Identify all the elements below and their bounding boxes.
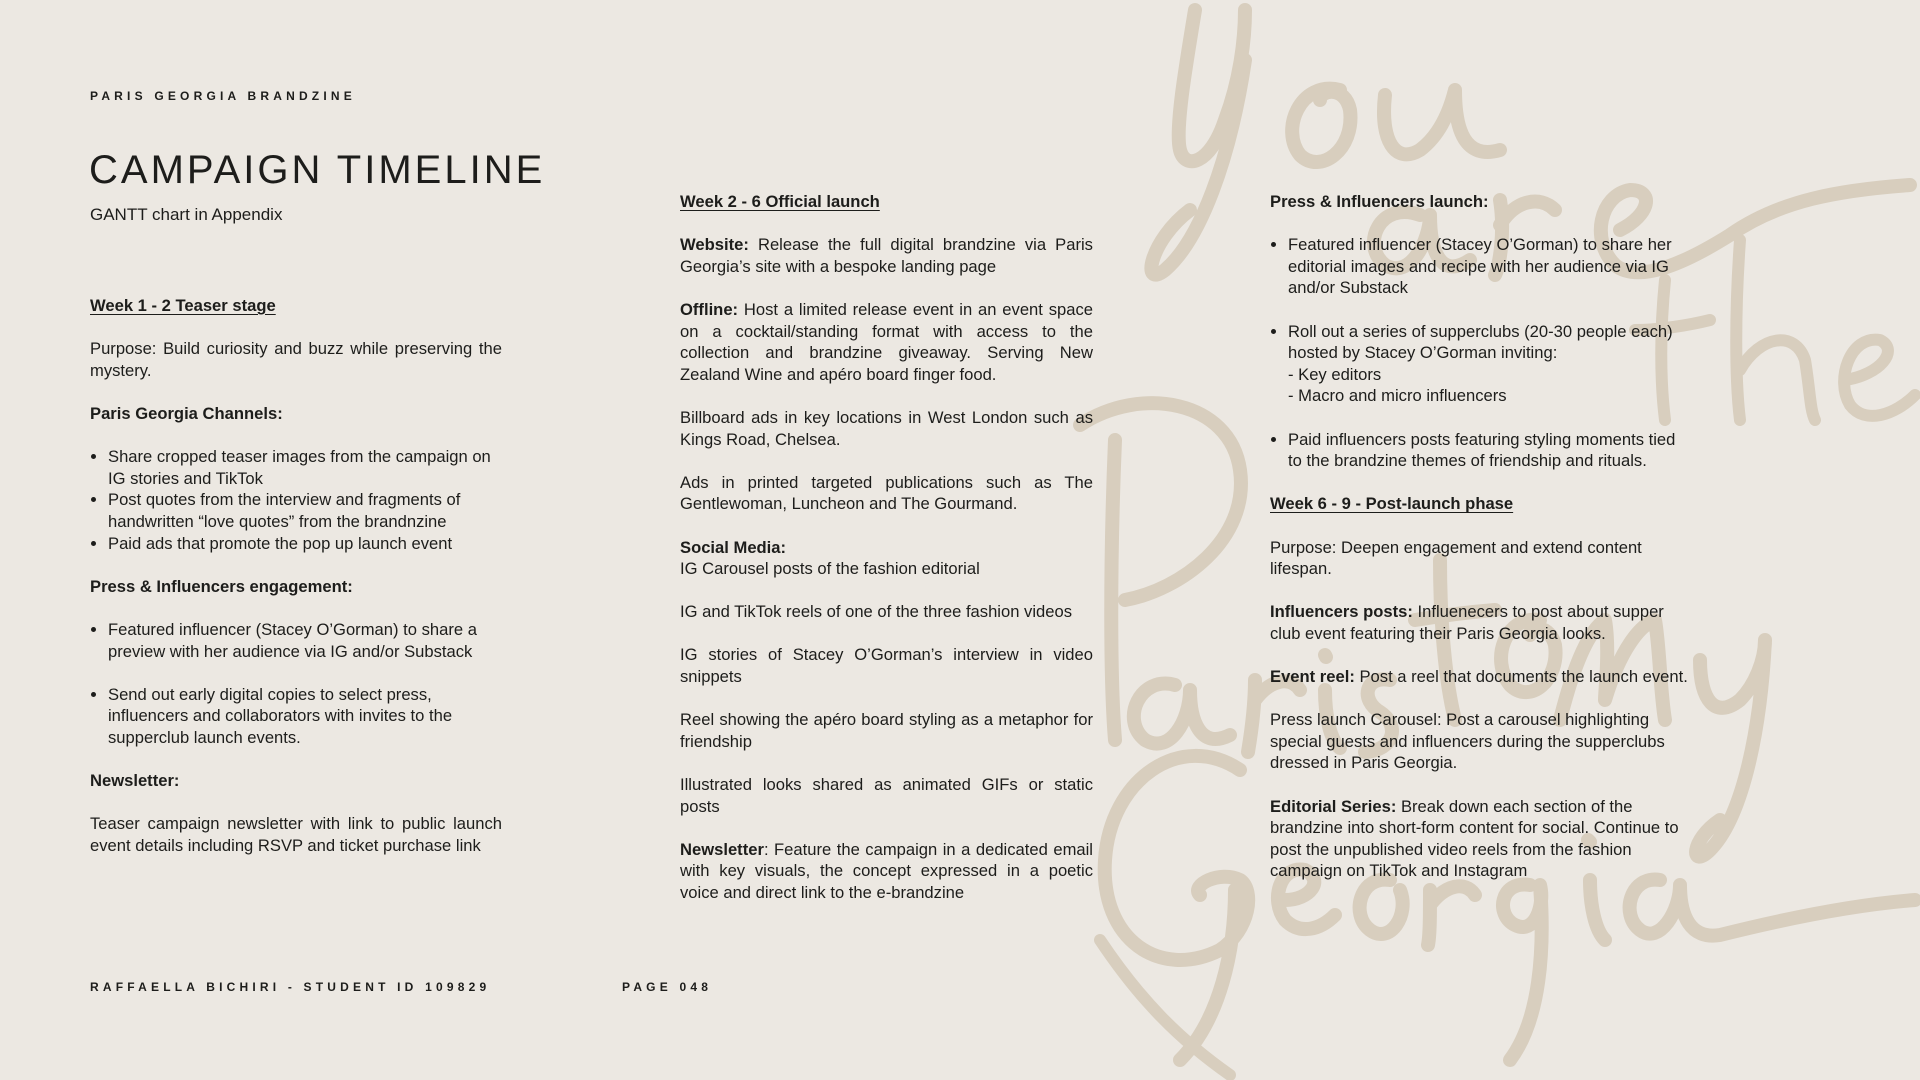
offline-text: Host a limited release event in an event space on a cocktail/standing format with access to the collection and brandzine giveaway. Serving New Zealand Wine and apéro board finger food. <box>680 299 1093 384</box>
teaser-purpose: Purpose: Build curiosity and buzz while preserving the mystery. <box>90 339 502 380</box>
illustrated-text: Illustrated looks shared as animated GIFs or static posts <box>680 775 1093 816</box>
post-launch-purpose: Purpose: Deepen engagement and extend content lifespan. <box>1270 537 1642 579</box>
newsletter-heading: Newsletter: <box>90 771 180 791</box>
list-item: • Featured influencer (Stacey O’Gorman) to share a preview with her audience via IG and/or Substack <box>108 619 502 662</box>
column-post-launch <box>1270 191 1690 904</box>
script-flourish <box>1100 940 1230 1075</box>
channels-heading: Paris Georgia Channels: <box>90 403 283 423</box>
list-item: • Post quotes from the interview and fragments of handwritten “love quotes” from the brandnzine <box>108 489 502 532</box>
press-carousel-text: Press launch Carousel: Post a carousel highlighting special guests and influencers during the supperclubs dressed in Paris Georgia. <box>1270 710 1665 773</box>
footer-author: RAFFAELLA BICHIRI - STUDENT ID 109829 <box>90 980 491 994</box>
print-ads-text: Ads in printed targeted publications such as The Gentlewoman, Luncheon and The Gourmand. <box>680 472 1093 514</box>
script-letter-p <box>1080 403 1241 740</box>
list-item: • Roll out a series of supperclubs (20-30 people each) hosted by Stacey O’Gorman inviting: - Key editors - Macro and micro influencers <box>1288 321 1690 407</box>
event-reel-label: Event reel: <box>1270 667 1355 687</box>
page-number: PAGE 048 <box>622 980 713 994</box>
channels-list <box>90 446 502 554</box>
launch-newsletter-text: : Feature the campaign in a dedicated email with key visuals, the concept expressed in a poetic voice and direct link to the e-brandzine <box>680 839 1093 902</box>
page-subtitle: GANTT chart in Appendix <box>90 205 283 224</box>
website-label: Website: <box>680 235 749 255</box>
list-item: • Send out early digital copies to select press, influencers and collaborators with invites to the supperclub launch events. <box>108 684 502 749</box>
influencers-text: Influenecers to post about supper club event featuring their Paris Georgia looks. <box>1270 602 1664 643</box>
offline-label: Offline: <box>680 299 739 319</box>
editorial-paragraph <box>1270 796 1690 882</box>
influencers-label: Influencers posts: <box>1270 602 1413 622</box>
launch-newsletter-label: Newsletter <box>680 839 764 859</box>
press-launch-heading: Press & Influencers launch: <box>1270 192 1489 211</box>
script-letter-g <box>1105 756 1248 1060</box>
week-2-6-heading: Week 2 - 6 Official launch <box>680 192 880 211</box>
week-1-2-heading: Week 1 - 2 Teaser stage <box>90 296 276 315</box>
reels-text: IG and TikTok reels of one of the three fashion videos <box>680 602 1073 622</box>
page-title: CAMPAIGN TIMELINE <box>89 148 546 192</box>
editorial-label: Editorial Series: <box>1270 796 1397 816</box>
influencers-paragraph <box>1270 601 1690 644</box>
script-letter-o <box>1292 89 1350 162</box>
script-letter-u <box>1384 90 1500 154</box>
event-reel-paragraph <box>1270 666 1690 688</box>
offline-paragraph <box>680 299 1093 385</box>
social-paragraph <box>680 537 1093 580</box>
press-launch-list <box>1270 234 1690 472</box>
list-item: • Paid influencers posts featuring styling moments tied to the brandzine themes of friendship and rituals. <box>1288 429 1690 472</box>
list-item: • Share cropped teaser images from the campaign on IG stories and TikTok <box>108 446 502 489</box>
script-letter-y <box>1151 10 1245 275</box>
list-item: • Featured influencer (Stacey O’Gorman) to share her editorial images and recipe with her audience via IG and/or Substack <box>1288 234 1690 299</box>
editorial-text: Break down each section of the brandzine into short-form content for social. Continue to post the unpublished video reels from the fashion campaign on TikTok and Instagram <box>1270 796 1679 881</box>
column-teaser-stage <box>90 295 502 878</box>
website-text: Release the full digital brandzine via Paris Georgia’s site with a bespoke landing page <box>680 235 1093 276</box>
list-item: • Paid ads that promote the pop up launch event <box>108 533 502 555</box>
website-paragraph <box>680 234 1093 277</box>
teaser-newsletter-text: Teaser campaign newsletter with link to public launch event details including RSVP and ticket purchase link <box>90 814 502 855</box>
brand-label: PARIS GEORGIA BRANDZINE <box>90 89 356 103</box>
social-label: Social Media: <box>680 537 787 557</box>
week-6-9-heading: Week 6 - 9 - Post-launch phase <box>1270 494 1514 514</box>
social-first-text: IG Carousel posts of the fashion editorial <box>680 559 980 579</box>
newsletter-paragraph <box>680 839 1093 904</box>
apero-reel-text: Reel showing the apéro board styling as a metaphor for friendship <box>680 710 1093 751</box>
column-official-launch <box>680 191 1093 925</box>
billboard-text: Billboard ads in key locations in West London such as Kings Road, Chelsea. <box>680 407 1093 449</box>
stories-text: IG stories of Stacey O’Gorman’s interview in video snippets <box>680 645 1093 687</box>
press-engagement-heading: Press & Influencers engagement: <box>90 576 353 596</box>
event-reel-text: Post a reel that documents the launch event. <box>1354 667 1688 687</box>
press-engagement-list <box>90 619 502 749</box>
